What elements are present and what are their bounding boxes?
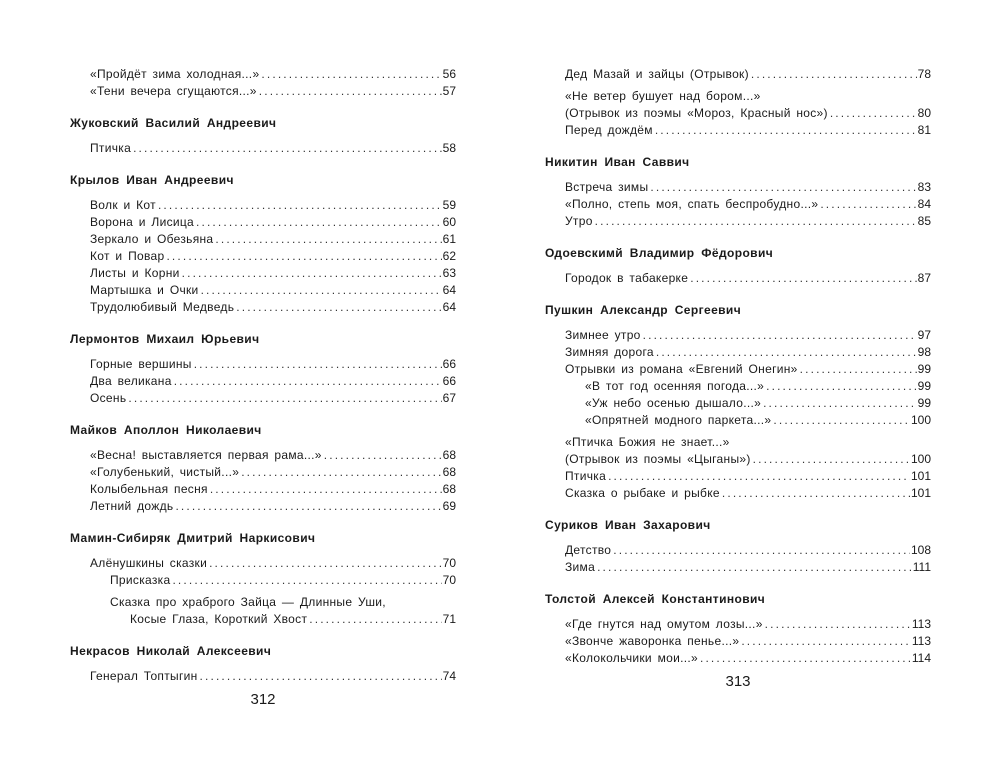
author-entries (545, 327, 931, 502)
toc-entry (70, 265, 456, 282)
entry-page-number: 61 (442, 232, 456, 246)
entry-title: Косые Глаза, Короткий Хвост (130, 612, 308, 626)
entry-page-number: 57 (442, 84, 456, 98)
author-entries (545, 179, 931, 230)
entry-page-number: 74 (442, 669, 456, 683)
entry-title: Перед дождём (565, 123, 653, 137)
dot-leader (763, 83, 930, 100)
dot-leader (261, 66, 441, 83)
dot-leader (608, 468, 910, 485)
entry-page-number: 78 (917, 67, 931, 81)
author-section (545, 518, 931, 576)
dot-leader (595, 213, 917, 230)
entry-page-number: 66 (442, 374, 456, 388)
toc-entry (70, 464, 456, 481)
author-entries (545, 270, 931, 287)
entry-title: Зимнее утро (565, 328, 641, 342)
toc-entry (545, 650, 931, 667)
dot-leader (732, 429, 930, 446)
toc-entry (545, 213, 931, 230)
toc-entry (70, 668, 456, 685)
toc-entry (70, 248, 456, 265)
dot-leader (753, 451, 910, 468)
entry-title: Городок в табакерке (565, 271, 689, 285)
entry-title: «Пройдёт зима холодная...» (90, 67, 260, 81)
entry-title: Генерал Топтыгин (90, 669, 198, 683)
author-heading: Майков Аполлон Николаевич (70, 423, 262, 437)
entry-page-number: 71 (442, 612, 456, 626)
entry-page-number: 98 (917, 345, 931, 359)
entry-title: «Не ветер бушует над бором...» (565, 89, 761, 103)
continued-entries (545, 66, 931, 139)
toc-entry (545, 179, 931, 196)
entry-title: Листы и Корни (90, 266, 180, 280)
entry-title: Два великана (90, 374, 172, 388)
toc-entry (545, 395, 931, 412)
toc-entry (545, 196, 931, 213)
page-number-right: 313 (725, 673, 751, 690)
entry-page-number: 101 (910, 486, 931, 500)
author-sections (70, 116, 456, 685)
entry-title: Зимняя дорога (565, 345, 654, 359)
dot-leader (597, 559, 912, 576)
dot-leader (172, 572, 441, 589)
entry-page-number: 70 (442, 573, 456, 587)
entry-page-number: 100 (910, 452, 931, 466)
entry-title: Волк и Кот (90, 198, 156, 212)
author-section (70, 116, 456, 157)
toc-entry (70, 214, 456, 231)
entry-title: «Звонче жаворонка пенье...» (565, 634, 740, 648)
dot-leader (830, 105, 917, 122)
toc-entry (70, 282, 456, 299)
author-entries (545, 616, 931, 667)
author-heading: Мамин-Сибиряк Дмитрий Наркисович (70, 531, 316, 545)
toc-entry (70, 197, 456, 214)
entry-title: «Весна! выставляется первая рама...» (90, 448, 322, 462)
toc-entry (545, 542, 931, 559)
toc-entry (545, 270, 931, 287)
dot-leader (128, 390, 441, 407)
toc-entry (545, 344, 931, 361)
toc-entry (70, 373, 456, 390)
author-heading: Крылов Иван Андреевич (70, 173, 234, 187)
dot-leader (655, 122, 917, 139)
dot-leader (309, 611, 441, 628)
toc-entry (70, 498, 456, 515)
author-section (70, 173, 456, 316)
entry-page-number: 64 (442, 300, 456, 314)
toc-entry (70, 611, 456, 628)
dot-leader (175, 498, 441, 515)
toc-entry (70, 555, 456, 572)
entry-page-number: 114 (911, 651, 931, 665)
author-heading: Одоевскимй Владимир Фёдорович (545, 246, 774, 260)
toc-entry (545, 429, 931, 451)
toc-entry (545, 485, 931, 502)
dot-leader (324, 447, 442, 464)
author-sections (545, 155, 931, 667)
dot-leader (613, 542, 910, 559)
entry-title: «Колокольчики мои...» (565, 651, 698, 665)
toc-entry (70, 481, 456, 498)
entry-page-number: 85 (917, 214, 931, 228)
author-entries (70, 447, 456, 515)
entry-title: Дед Мазай и зайцы (Отрывок) (565, 67, 749, 81)
author-heading: Толстой Алексей Константинович (545, 592, 766, 606)
author-section (545, 246, 931, 287)
toc-entry (70, 572, 456, 589)
entry-title: Присказка (110, 573, 171, 587)
dot-leader (210, 481, 442, 498)
toc-entry (545, 66, 931, 83)
entry-page-number: 83 (917, 180, 931, 194)
toc-entry (70, 447, 456, 464)
entry-title: Ворона и Лисица (90, 215, 195, 229)
dot-leader (194, 356, 442, 373)
dot-leader (820, 196, 916, 213)
entry-title: «Тени вечера сгущаются...» (90, 84, 257, 98)
author-heading: Пушкин Александр Сергеевич (545, 303, 742, 317)
dot-leader (201, 282, 442, 299)
entry-title: Алёнушкины сказки (90, 556, 208, 570)
toc-entry (545, 361, 931, 378)
dot-leader (215, 231, 441, 248)
dot-leader (158, 197, 442, 214)
dot-leader (236, 299, 441, 316)
dot-leader (690, 270, 916, 287)
entry-page-number: 99 (917, 362, 931, 376)
continued-entries (70, 66, 456, 100)
author-entries (545, 542, 931, 576)
entry-page-number: 87 (917, 271, 931, 285)
author-section (545, 592, 931, 667)
entry-page-number: 113 (911, 617, 931, 631)
entry-title: Зима (565, 560, 596, 574)
author-entries (70, 197, 456, 316)
entry-title: «Где гнутся над омутом лозы...» (565, 617, 763, 631)
entry-page-number: 69 (442, 499, 456, 513)
entry-title: Летний дождь (90, 499, 174, 513)
toc-entry (70, 140, 456, 157)
toc-entry (70, 66, 456, 83)
author-heading: Жуковский Василий Андреевич (70, 116, 277, 130)
author-heading: Некрасов Николай Алексеевич (70, 644, 272, 658)
entry-title: «В тот год осенняя погода...» (585, 379, 765, 393)
toc-entry (70, 390, 456, 407)
dot-leader (656, 344, 917, 361)
toc-entry (545, 559, 931, 576)
entry-title: Кот и Повар (90, 249, 165, 263)
entry-page-number: 81 (917, 123, 931, 137)
entry-page-number: 111 (912, 560, 931, 574)
entry-title: Мартышка и Очки (90, 283, 199, 297)
dot-leader (773, 412, 910, 429)
entry-page-number: 62 (442, 249, 456, 263)
entry-title: «Птичка Божия не знает...» (565, 435, 730, 449)
entry-title: Трудолюбивый Медведь (90, 300, 235, 314)
entry-title: «Голубенький, чистый...» (90, 465, 240, 479)
entry-page-number: 99 (917, 379, 931, 393)
entry-page-number: 70 (442, 556, 456, 570)
entry-page-number: 67 (442, 391, 456, 405)
toc-entry (545, 378, 931, 395)
entry-title: Детство (565, 543, 612, 557)
entry-page-number: 99 (917, 396, 931, 410)
toc-entry (545, 616, 931, 633)
entry-page-number: 64 (442, 283, 456, 297)
toc-entry (545, 633, 931, 650)
dot-leader (751, 66, 917, 83)
toc-entry (70, 83, 456, 100)
entry-page-number: 68 (442, 448, 456, 462)
toc-entry (70, 231, 456, 248)
author-section (70, 644, 456, 685)
entry-title: Зеркало и Обезьяна (90, 232, 214, 246)
dot-leader (800, 361, 917, 378)
toc-entry (545, 327, 931, 344)
left-page-contents (70, 66, 456, 709)
entry-title: (Отрывок из поэмы «Мороз, Красный нос») (565, 106, 828, 120)
entry-page-number: 58 (442, 141, 456, 155)
author-heading: Никитин Иван Саввич (545, 155, 690, 169)
toc-entry (70, 589, 456, 611)
dot-leader (174, 373, 442, 390)
dot-leader (200, 668, 442, 685)
entry-page-number: 68 (442, 482, 456, 496)
entry-page-number: 80 (917, 106, 931, 120)
toc-entry (70, 299, 456, 316)
entry-page-number: 59 (442, 198, 456, 212)
author-heading: Суриков Иван Захарович (545, 518, 711, 532)
entry-title: Сказка про храброго Зайца — Длинные Уши, (110, 595, 386, 609)
page-number-left: 312 (250, 691, 276, 708)
entry-title: Горные вершины (90, 357, 192, 371)
author-entries (70, 555, 456, 628)
author-entries (70, 140, 456, 157)
entry-page-number: 101 (910, 469, 931, 483)
entry-page-number: 68 (442, 465, 456, 479)
dot-leader (388, 589, 455, 606)
toc-entry (70, 356, 456, 373)
entry-title: Птичка (565, 469, 607, 483)
entry-title: Сказка о рыбаке и рыбке (565, 486, 720, 500)
author-heading: Лермонтов Михаил Юрьевич (70, 332, 260, 346)
dot-leader (650, 179, 916, 196)
entry-title: Отрывки из романа «Евгений Онегин» (565, 362, 798, 376)
dot-leader (241, 464, 441, 481)
entry-page-number: 100 (910, 413, 931, 427)
entry-page-number: 66 (442, 357, 456, 371)
entry-title: «Полно, степь моя, спать беспробудно...» (565, 197, 819, 211)
dot-leader (196, 214, 442, 231)
author-section (70, 332, 456, 407)
author-section (70, 531, 456, 628)
entry-title: Осень (90, 391, 127, 405)
entry-page-number: 84 (917, 197, 931, 211)
author-entries (70, 668, 456, 685)
entry-title: (Отрывок из поэмы «Цыганы») (565, 452, 751, 466)
dot-leader (700, 650, 911, 667)
dot-leader (259, 83, 442, 100)
dot-leader (741, 633, 911, 650)
entry-page-number: 63 (442, 266, 456, 280)
entry-title: Утро (565, 214, 593, 228)
entry-page-number: 113 (911, 634, 931, 648)
author-section (545, 303, 931, 502)
entry-page-number: 56 (442, 67, 456, 81)
entry-page-number: 97 (917, 328, 931, 342)
dot-leader (133, 140, 442, 157)
toc-entry (545, 412, 931, 429)
author-section (545, 155, 931, 230)
author-entries (70, 356, 456, 407)
entry-title: Птичка (90, 141, 132, 155)
dot-leader (765, 616, 911, 633)
dot-leader (766, 378, 916, 395)
right-page-contents (545, 66, 931, 691)
toc-entry (545, 468, 931, 485)
dot-leader (643, 327, 917, 344)
entry-title: Встреча зимы (565, 180, 649, 194)
toc-entry (545, 83, 931, 105)
toc-entry (545, 122, 931, 139)
dot-leader (209, 555, 442, 572)
entry-page-number: 60 (442, 215, 456, 229)
entry-page-number: 108 (910, 543, 931, 557)
author-section (70, 423, 456, 515)
entry-title: «Опрятней модного паркета...» (585, 413, 772, 427)
toc-entry (545, 451, 931, 468)
toc-entry (545, 105, 931, 122)
dot-leader (166, 248, 441, 265)
entry-title: Колыбельная песня (90, 482, 208, 496)
dot-leader (763, 395, 917, 412)
dot-leader (722, 485, 910, 502)
dot-leader (182, 265, 442, 282)
entry-title: «Уж небо осенью дышало...» (585, 396, 762, 410)
